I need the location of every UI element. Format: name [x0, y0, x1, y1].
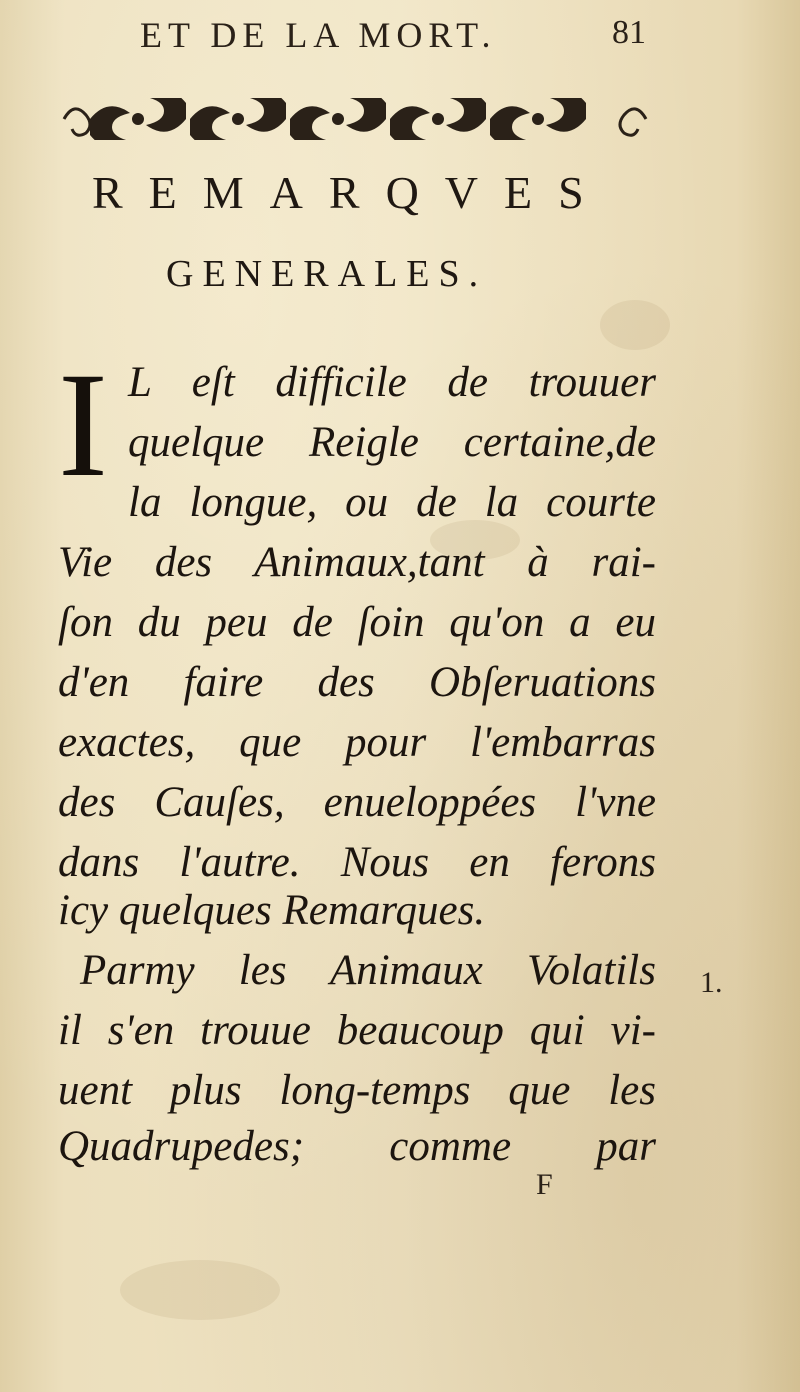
text-line: Vie des Animaux,tant à rai- [58, 539, 656, 586]
text-line: d'en faire des Obſeruations [58, 659, 656, 706]
section-subheading: GENERALES. [166, 253, 488, 295]
decorative-ornament-band [60, 98, 650, 140]
text-line: dans l'autre. Nous en ferons [58, 839, 656, 886]
page-number: 81 [612, 14, 646, 51]
text-line: Parmy les Animaux Volatils [80, 947, 656, 994]
margin-note: 1. [700, 966, 723, 999]
text-line: Quadrupedes; comme par [58, 1123, 656, 1170]
text-line: quelque Reigle certaine,de [128, 419, 656, 466]
text-line: uent plus long-temps que les [58, 1067, 656, 1114]
text-line: icy quelques Remarques. [58, 887, 486, 934]
text-line: exactes, que pour l'embarras [58, 719, 656, 766]
running-head: ET DE LA MORT. [140, 15, 497, 55]
text-line: il s'en trouue beaucoup qui vi- [58, 1007, 656, 1054]
signature-mark: F [536, 1168, 553, 1201]
section-heading: REMARQVES [92, 167, 610, 218]
paper-stain [600, 300, 670, 350]
paper-stain [120, 1260, 280, 1320]
drop-cap: I [58, 342, 108, 508]
text-line: la longue, ou de la courte [128, 479, 656, 526]
text-line: L eſt difficile de trouuer [128, 359, 656, 406]
text-line: des Cauſes, enueloppées l'vne [58, 779, 656, 826]
text-line: ſon du peu de ſoin qu'on a eu [58, 599, 656, 646]
